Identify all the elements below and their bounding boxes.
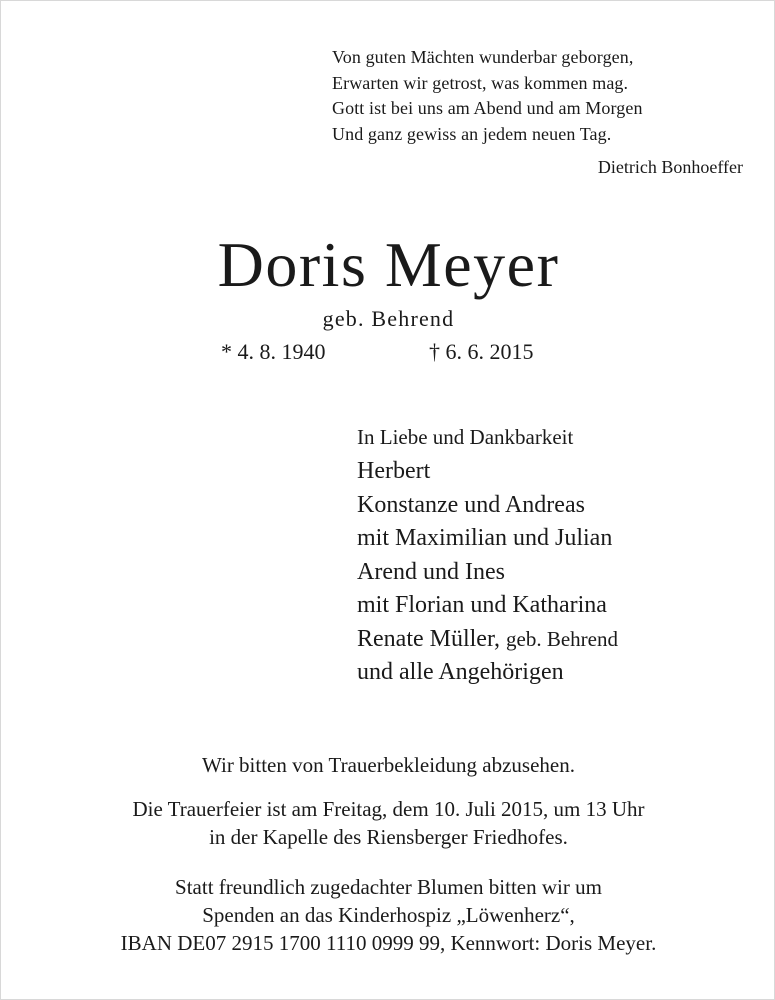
mourner-renate-name: Renate Müller, <box>357 625 500 652</box>
mourners-block <box>357 423 618 690</box>
donation-notice-line: Statt freundlich zugedachter Blumen bitten wir um <box>175 875 602 899</box>
mourner-renate-maiden: geb. Behrend <box>506 626 618 651</box>
donation-notice-line: Spenden an das Kinderhospiz „Löwenherz“, <box>202 903 575 927</box>
mourner-name: Arend und Ines <box>357 558 505 585</box>
poem-line: Gott ist bei uns am Abend und am Morgen <box>332 98 643 118</box>
poem-line: Von guten Mächten wunderbar geborgen, <box>332 47 634 67</box>
clothing-notice <box>1 751 775 779</box>
mourner-name-renate <box>357 623 618 657</box>
poem <box>332 45 643 147</box>
funeral-notice-line: Die Trauerfeier ist am Freitag, dem 10. Juli 2015, um 13 Uhr <box>132 797 645 821</box>
poem-line: Erwarten wir getrost, was kommen mag. <box>332 72 629 93</box>
donation-notice-line: IBAN DE07 2915 1700 1110 0999 99, Kennwort: Doris Meyer. <box>120 931 657 955</box>
funeral-notice-line: in der Kapelle des Riensberger Friedhofes. <box>209 825 568 849</box>
mourners-intro: In Liebe und Dankbarkeit <box>357 425 574 449</box>
donation-notice <box>1 873 775 957</box>
birth-date: * 4. 8. 1940 <box>221 339 326 364</box>
poem-author: Dietrich Bonhoeffer <box>597 157 743 177</box>
mourner-name: mit Maximilian und Julian <box>357 525 613 551</box>
mourner-name: mit Florian und Katharina <box>357 592 607 618</box>
deceased-name: Doris Meyer <box>217 229 560 300</box>
mourner-name: Herbert <box>357 458 431 484</box>
maiden-name: geb. Behrend <box>322 306 455 331</box>
poem-line: Und ganz gewiss an jedem neuen Tag. <box>332 123 612 144</box>
funeral-notice <box>1 795 775 851</box>
mourner-name: und alle Angehörigen <box>357 659 564 685</box>
clothing-notice-line: Wir bitten von Trauerbekleidung abzusehen. <box>202 753 575 777</box>
death-date: † 6. 6. 2015 <box>429 339 534 364</box>
mourner-name: Konstanze und Andreas <box>357 491 585 518</box>
